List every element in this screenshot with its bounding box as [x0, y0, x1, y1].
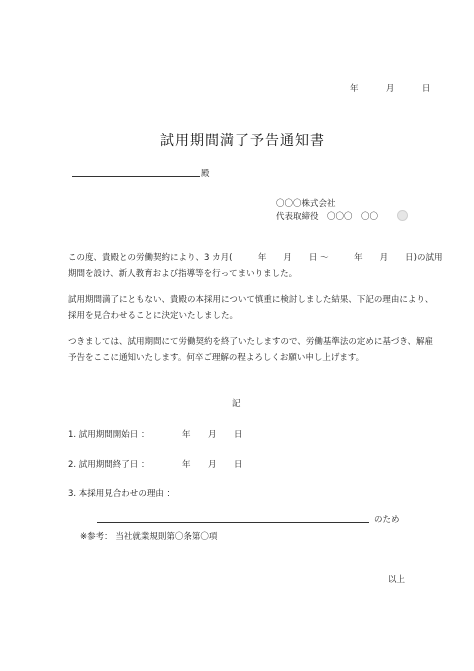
paragraph-1-line-2: 期間を設け、新人教育および指導等を行ってまいりました。: [68, 269, 298, 279]
paragraph-2-line-1: 試用期間満了にともない、貴殿の本採用について慎重に検討しました結果、下記の理由により、: [68, 295, 434, 305]
reference-note: ※参考： 当社就業規則第〇条第〇項: [80, 532, 218, 542]
document-date: [350, 82, 430, 94]
date-month-label: 月: [385, 84, 395, 94]
item-end-date-day: 日: [234, 460, 243, 470]
item-start-date-day: 日: [234, 430, 243, 440]
item-end-date-month: 月: [208, 460, 217, 470]
item-end-date-year: 年: [182, 460, 191, 470]
reason-suffix: のため: [374, 515, 400, 525]
sender-representative: 代表取締役 〇〇〇 〇〇: [276, 212, 379, 222]
paragraph-2: [68, 292, 433, 324]
paragraph-1-line-1: この度、貴殿との労働契約により、3 カ月( 年 月 日 ～ 年 月 日)の試用: [68, 253, 443, 263]
item-start-date-year: 年: [182, 430, 191, 440]
closing-text: 以上: [388, 575, 406, 585]
company-seal-mark: [397, 210, 408, 221]
item-start-date-label: 1. 試用期間開始日 ：: [68, 430, 150, 440]
item-end-date-label: 2. 試用期間終了日 ：: [68, 460, 150, 470]
paragraph-2-line-2: 採用を見合わせることに決定いたしました。: [68, 311, 239, 321]
item-start-date-month: 月: [208, 430, 217, 440]
date-day-label: 日: [421, 84, 431, 94]
paragraph-3-line-2: 予告をここに通知いたします。何卒ご理解の程よろしくお願い申し上げます。: [68, 353, 365, 363]
paragraph-1: [68, 250, 442, 282]
document-title: 試用期間満了予告通知書: [160, 133, 325, 149]
ki-heading: 記: [232, 399, 241, 409]
paragraph-3: [68, 334, 433, 366]
item-reason-label: 3. 本採用見合わせの理由 ：: [68, 489, 176, 499]
sender-company: 〇〇〇株式会社: [276, 199, 336, 209]
date-year-label: 年: [350, 84, 359, 94]
paragraph-3-line-1: つきましては、試用期間にて労働契約を終了いたしますので、労働基準法の定めに基づき、解雇: [68, 337, 433, 347]
reason-blank-line: [97, 522, 369, 523]
recipient-honorific: 殿: [201, 169, 210, 179]
recipient-name-line: [72, 176, 200, 177]
